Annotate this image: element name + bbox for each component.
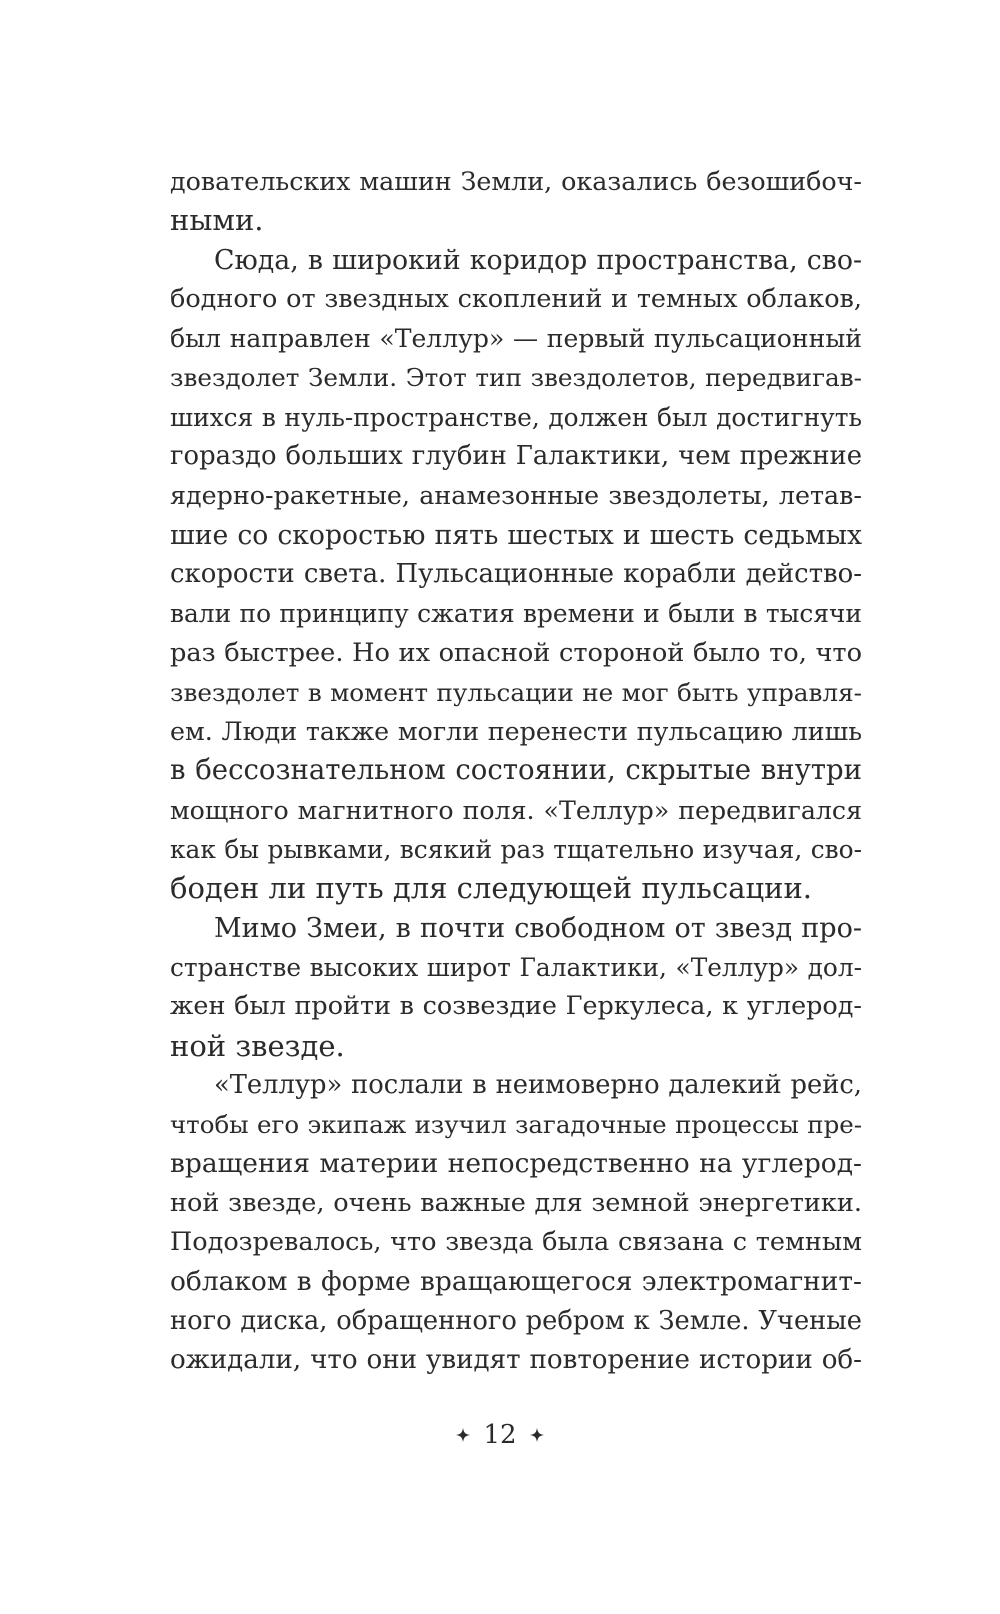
page-footer	[0, 1418, 1000, 1451]
text-line: Сюда, в широкий коридор пространства, сво-	[214, 244, 862, 276]
text-line: ядерно-ракетные, анамезонные звездолеты, летав-	[170, 480, 862, 511]
text-line: звездолет Земли. Этот тип звездолетов, передвигав-	[170, 363, 862, 393]
diamond-ornament-icon	[455, 1427, 471, 1443]
text-line: бодного от звездных скоплений и темных облаков,	[170, 283, 862, 314]
text-line: раз быстрее. Но их опасной стороной было то, что	[170, 637, 862, 668]
text-line: ными.	[170, 203, 264, 238]
diamond-ornament-icon	[529, 1427, 545, 1443]
text-line: довательских машин Земли, оказались безошибоч-	[170, 166, 862, 196]
text-line: ной звезде.	[170, 1028, 345, 1063]
body-text	[170, 162, 862, 1380]
text-line: шихся в нуль-пространстве, должен был достигнуть	[170, 402, 862, 432]
text-line: облаком в форме вращающегося электромагнит-	[170, 1266, 862, 1298]
text-line: гораздо больших глубин Галактики, чем прежние	[170, 441, 862, 472]
text-line: ной звезде, очень важные для земной энергетики.	[170, 1187, 862, 1218]
text-line: вращения материи непосредственно на углерод-	[170, 1148, 862, 1180]
text-line: как бы рывками, всякий раз тщательно изучая, сво-	[170, 835, 862, 865]
text-line: боден ли путь для следующей пульсации.	[170, 871, 813, 906]
text-line: звездолет в момент пульсации не мог быть управля-	[170, 677, 862, 707]
text-line: мощного магнитного поля. «Теллур» передвигался	[170, 795, 862, 825]
text-line: чтобы его экипаж изучил загадочные процессы пре-	[170, 1110, 862, 1140]
text-line: жен был пройти в созвездие Геркулеса, к углерод-	[170, 991, 862, 1022]
text-line: ожидали, что они увидят повторение истории об-	[170, 1344, 862, 1375]
text-line: Подозревалось, что звезда была связана с темным	[170, 1227, 862, 1258]
text-line: в бессознательном состоянии, скрытые внутри	[170, 754, 862, 787]
page-number: 12	[483, 1420, 517, 1450]
text-line: был направлен «Теллур» — первый пульсационный	[170, 324, 862, 354]
text-line: ем. Люди также могли перенести пульсацию лишь	[170, 716, 862, 747]
text-line: «Теллур» послали в неимоверно далекий рейс,	[214, 1069, 862, 1100]
text-line: странстве высоких широт Галактики, «Теллур» дол-	[170, 952, 862, 982]
text-line: ного диска, обращенного ребром к Земле. Ученые	[170, 1305, 862, 1336]
text-line: шие со скоростью пять шестых и шесть седьмых	[170, 519, 862, 551]
text-line: скорости света. Пульсационные корабли действо-	[170, 558, 862, 589]
text-line: Мимо Змеи, в почти свободном от звезд про-	[214, 912, 862, 944]
text-line: вали по принципу сжатия времени и были в тысячи	[170, 599, 862, 629]
